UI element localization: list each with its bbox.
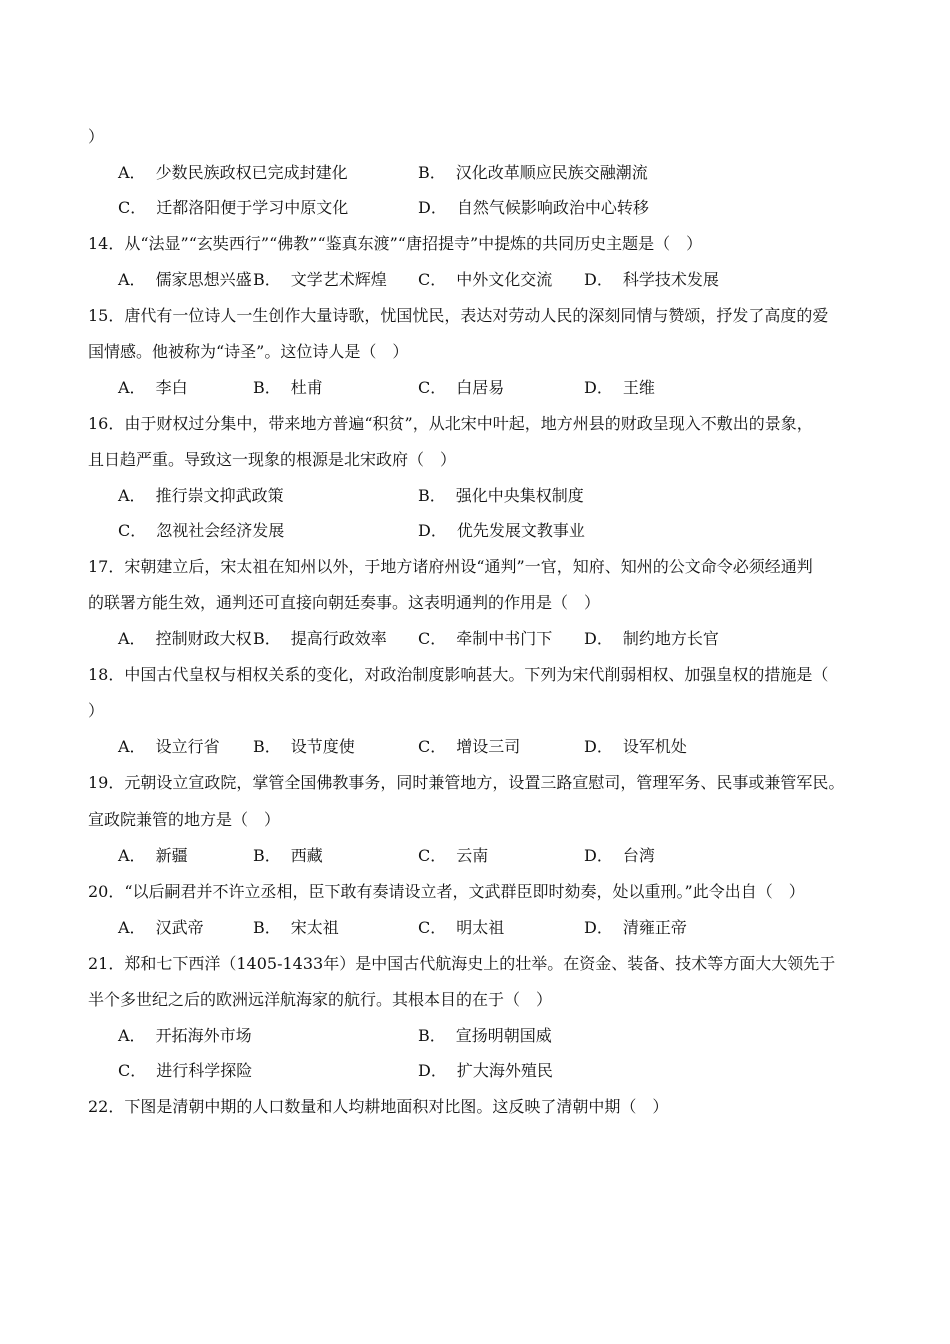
option-letter: A． [118,270,146,289]
question-15-option-a [118,378,188,398]
question-17-option-a [118,629,252,649]
option-text: 优先发展文教事业 [456,521,585,540]
option-letter: C． [118,198,147,217]
question-19-stem-line-1: 19．元朝设立宣政院，掌管全国佛教事务，同时兼管地方，设置三路宣慰司，管理军务、民事或兼管军民。 [88,773,845,792]
question-14-option-d [584,270,719,290]
option-text: 自然气候影响政治中心转移 [456,198,649,217]
option-text: 忽视社会经济发展 [156,521,285,540]
option-letter: D． [584,846,613,865]
option-letter: B． [253,918,281,937]
option-text: 西藏 [290,846,323,865]
option-letter: D． [584,270,613,289]
question-19-option-c [418,846,488,866]
question-20-option-a [118,918,204,938]
option-letter: A． [118,737,146,756]
option-text: 杜甫 [290,378,323,397]
option-letter: A． [118,846,146,865]
question-13-option-a [118,163,348,183]
question-17-option-d [584,629,719,649]
question-14-option-a [118,270,252,290]
question-16-option-b [418,486,584,506]
option-letter: D． [418,198,447,217]
question-15-option-b [253,378,323,398]
option-text: 文学艺术辉煌 [290,270,387,289]
question-18-option-c [418,737,520,757]
question-20-option-b [253,918,339,938]
question-18-stem-line-1: 18．中国古代皇权与相权关系的变化，对政治制度影响甚大。下列为宋代削弱相权、加强皇权的措施是（ [88,665,829,684]
question-14-stem: 14．从“法显”“玄奘西行”“佛教”“鉴真东渡”“唐招提寺”中提炼的共同历史主题是（ ） [88,234,703,253]
question-18-option-a [118,737,220,757]
question-18-option-b [253,737,355,757]
question-16-option-a [118,486,284,506]
option-letter: D． [584,629,613,648]
option-letter: D． [584,737,613,756]
question-15-option-c [418,378,504,398]
option-text: 汉化改革顺应民族交融潮流 [455,163,648,182]
option-text: 进行科学探险 [156,1061,253,1080]
option-letter: C． [418,629,447,648]
option-text: 提高行政效率 [290,629,387,648]
option-letter: D． [584,378,613,397]
option-letter: C． [118,1061,147,1080]
option-text: 制约地方长官 [622,629,719,648]
option-letter: C． [418,918,447,937]
question-18-stem-line-2: ） [88,701,105,720]
option-text: 李白 [155,378,188,397]
question-19-option-b [253,846,323,866]
option-letter: B． [253,629,281,648]
question-13-option-d [418,198,649,218]
option-letter: B． [253,270,281,289]
option-text: 中外文化交流 [456,270,553,289]
question-19-option-d [584,846,655,866]
option-text: 增设三司 [456,737,521,756]
option-text: 新疆 [155,846,188,865]
option-letter: A． [118,486,146,505]
option-letter: D． [584,918,613,937]
question-17-option-c [418,629,552,649]
question-15-option-d [584,378,655,398]
question-17-stem-line-2: 的联署方能生效，通判还可直接向朝廷奏事。这表明通判的作用是（ ） [88,593,601,612]
option-text: 设立行省 [155,737,220,756]
option-text: 汉武帝 [155,918,204,937]
question-19-stem-line-2: 宣政院兼管的地方是（ ） [88,810,281,829]
option-text: 开拓海外市场 [155,1026,252,1045]
option-letter: C． [118,521,147,540]
option-text: 宋太祖 [290,918,339,937]
option-text: 强化中央集权制度 [455,486,584,505]
option-text: 设军机处 [622,737,687,756]
question-21-option-b [418,1026,552,1046]
question-15-stem-line-2: 国情感。他被称为“诗圣”。这位诗人是（ ） [88,342,409,361]
question-16-stem-line-2: 且日趋严重。导致这一现象的根源是北宋政府（ ） [88,450,457,469]
question-14-option-c [418,270,552,290]
option-text: 科学技术发展 [622,270,719,289]
question-20-stem: 20．“以后嗣君并不许立丞相，臣下敢有奏请设立者，文武群臣即时劾奏，处以重刑。”此令出自（ ） [88,882,805,901]
question-13-option-b [418,163,648,183]
question-20-option-c [418,918,504,938]
option-text: 清雍正帝 [622,918,687,937]
option-text: 白居易 [456,378,505,397]
question-17-option-b [253,629,387,649]
option-text: 云南 [456,846,489,865]
option-letter: C． [418,737,447,756]
option-letter: B． [418,1026,446,1045]
option-text: 宣扬明朝国威 [455,1026,552,1045]
option-text: 王维 [622,378,655,397]
option-letter: B． [253,378,281,397]
question-16-stem-line-1: 16．由于财权过分集中，带来地方普遍“积贫”，从北宋中叶起，地方州县的财政呈现入不敷出的景象， [88,414,813,433]
question-21-stem-line-2: 半个多世纪之后的欧洲远洋航海家的航行。其根本目的在于（ ） [88,990,553,1009]
question-20-option-d [584,918,687,938]
option-letter: B． [253,737,281,756]
option-text: 推行崇文抑武政策 [155,486,284,505]
option-text: 迁都洛阳便于学习中原文化 [156,198,349,217]
question-21-option-d [418,1061,553,1081]
option-letter: A． [118,378,146,397]
question-15-stem-line-1: 15．唐代有一位诗人一生创作大量诗歌，忧国忧民，表达对劳动人民的深刻同情与赞颂，抒发了高度的爱 [88,306,829,325]
question-16-option-d [418,521,585,541]
option-text: 明太祖 [456,918,505,937]
question-21-option-c [118,1061,252,1081]
option-letter: C． [418,378,447,397]
option-letter: D． [418,521,447,540]
option-text: 儒家思想兴盛 [155,270,252,289]
option-text: 设节度使 [290,737,355,756]
question-13-tail: ） [88,127,105,146]
option-letter: C． [418,846,447,865]
question-21-stem-line-1: 21．郑和七下西洋（1405-1433年）是中国古代航海史上的壮举。在资金、装备、技术等方面大大领先于 [88,954,836,973]
option-text: 少数民族政权已完成封建化 [155,163,348,182]
question-14-option-b [253,270,387,290]
question-13-option-c [118,198,348,218]
option-text: 台湾 [622,846,655,865]
option-letter: A． [118,918,146,937]
option-letter: D． [418,1061,447,1080]
question-19-option-a [118,846,188,866]
option-text: 扩大海外殖民 [456,1061,553,1080]
option-letter: A． [118,163,146,182]
option-letter: B． [253,846,281,865]
option-letter: A． [118,1026,146,1045]
option-letter: B． [418,163,446,182]
question-16-option-c [118,521,284,541]
question-17-stem-line-1: 17．宋朝建立后，宋太祖在知州以外，于地方诸府州设“通判”一官，知府、知州的公文命令必须经通判 [88,557,813,576]
question-22-stem: 22．下图是清朝中期的人口数量和人均耕地面积对比图。这反映了清朝中期（ ） [88,1097,669,1116]
option-text: 牵制中书门下 [456,629,553,648]
question-18-option-d [584,737,687,757]
option-letter: B． [418,486,446,505]
option-text: 控制财政大权 [155,629,252,648]
option-letter: C． [418,270,447,289]
question-21-option-a [118,1026,252,1046]
option-letter: A． [118,629,146,648]
